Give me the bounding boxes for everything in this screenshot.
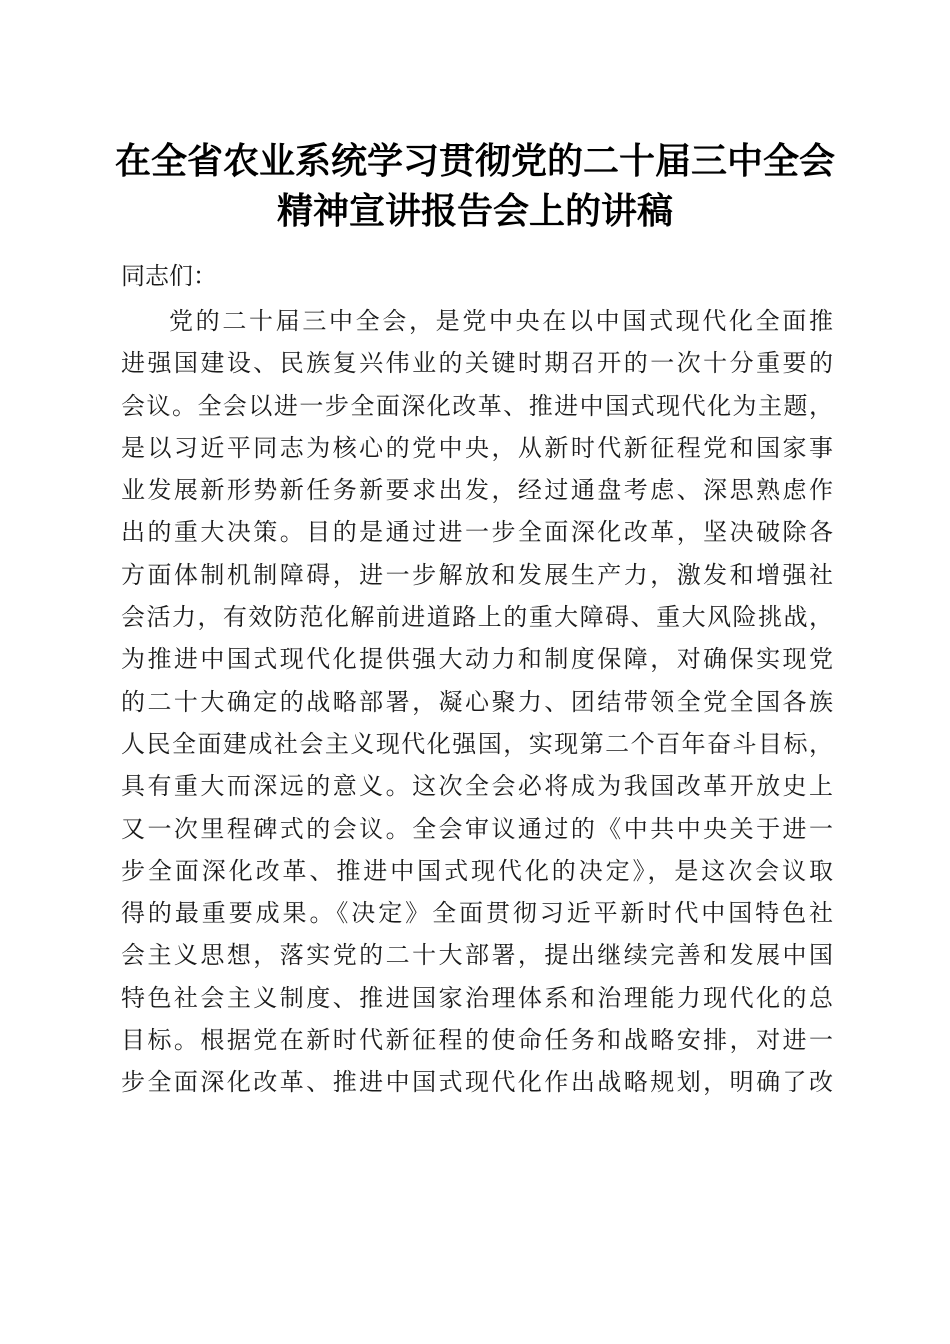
- paragraph-line: 目标。根据党在新时代新征程的使命任务和战略安排，对进一: [121, 1026, 833, 1055]
- paragraph-line: 是以习近平同志为核心的党中央，从新时代新征程党和国家事: [121, 433, 833, 462]
- document-title: [100, 136, 850, 236]
- paragraph-line: 会议。全会以进一步全面深化改革、推进中国式现代化为主题，: [121, 391, 833, 420]
- body-paragraph: [121, 300, 833, 1104]
- title-line-2: 精神宣讲报告会上的讲稿: [276, 190, 673, 232]
- paragraph-line: 业发展新形势新任务新要求出发，经过通盘考虑、深思熟虑作: [121, 476, 833, 505]
- paragraph-line: 步全面深化改革、推进中国式现代化的决定》，是这次会议取: [121, 856, 833, 885]
- paragraph-line: 会活力，有效防范化解前进道路上的重大障碍、重大风险挑战，: [121, 603, 833, 632]
- paragraph-line: 进强国建设、民族复兴伟业的关键时期召开的一次十分重要的: [121, 349, 833, 378]
- document-body: [121, 253, 833, 1104]
- paragraph-line: 人民全面建成社会主义现代化强国，实现第二个百年奋斗目标，: [121, 729, 833, 758]
- paragraph-line: 得的最重要成果。《决定》全面贯彻习近平新时代中国特色社: [121, 899, 833, 928]
- paragraph-line: 的二十大确定的战略部署，凝心聚力、团结带领全党全国各族: [121, 687, 833, 716]
- salutation: 同志们：: [121, 262, 217, 290]
- paragraph-line: 具有重大而深远的意义。这次全会必将成为我国改革开放史上: [121, 772, 833, 801]
- paragraph-line: 为推进中国式现代化提供强大动力和制度保障，对确保实现党: [121, 645, 833, 674]
- title-line-1: 在全省农业系统学习贯彻党的二十届三中全会: [114, 140, 835, 182]
- paragraph-line: 步全面深化改革、推进中国式现代化作出战略规划，明确了改: [121, 1068, 833, 1097]
- paragraph-line: 出的重大决策。目的是通过进一步全面深化改革，坚决破除各: [121, 518, 833, 547]
- paragraph-line: 党的二十届三中全会，是党中央在以中国式现代化全面推: [169, 307, 833, 335]
- paragraph-line: 方面体制机制障碍，进一步解放和发展生产力，激发和增强社: [121, 560, 833, 589]
- paragraph-line: 又一次里程碑式的会议。全会审议通过的《中共中央关于进一: [121, 814, 833, 843]
- paragraph-line: 特色社会主义制度、推进国家治理体系和治理能力现代化的总: [121, 983, 833, 1012]
- paragraph-line: 会主义思想，落实党的二十大部署，提出继续完善和发展中国: [121, 941, 833, 970]
